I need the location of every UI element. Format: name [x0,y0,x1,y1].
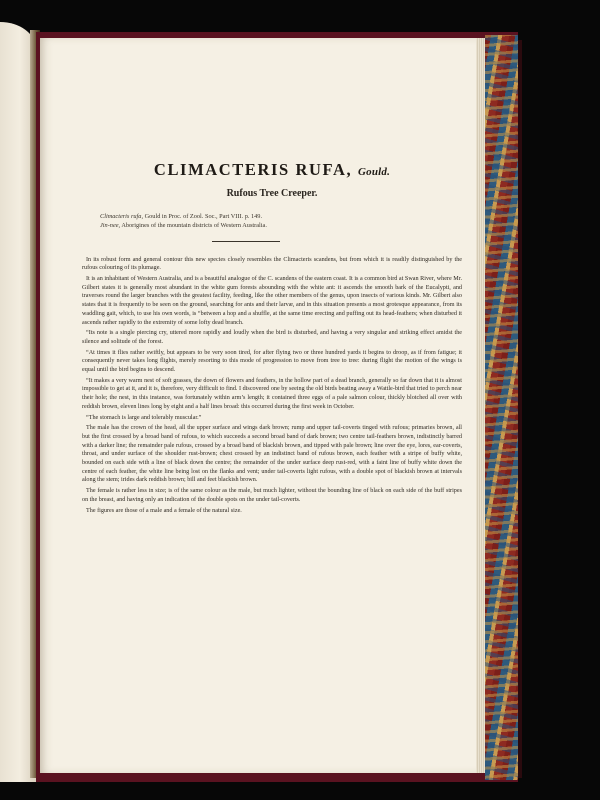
species-author: Gould. [357,166,391,178]
reference-line: Jin-nee, Aborigines of the mountain districts of Western Australia. [100,221,267,229]
marbled-endpaper [485,35,518,780]
paragraph: The female is rather less in size; is of the same colour as the male, but much lighter, without the bounding line of black on each side of the buff stripes on the breast, and having only an indication of the double spots on the under tail-coverts. [82,488,462,503]
body-text [82,256,462,516]
paragraph: “At times it flies rather swiftly, but appears to be very soon tired, for after flying two or three hundred yards it begins to droop, as if from fatigue; it consequently never takes long flights, merely resorting to this mode of progression to move from tree to tree: during flight the motion of the wings is equal until the bird begins to descend. [82,349,462,374]
references [100,213,462,231]
paragraph: “The stomach is large and tolerably muscular.” [86,414,202,421]
cover-edge [518,40,522,778]
paragraph: The figures are those of a male and a female of the natural size. [86,507,242,514]
paragraph: In its robust form and general contour this new species closely resembles the Climacteris scandens, but from which it is readily distinguished by the rufous colouring of its plumage. [82,256,462,272]
species-title [82,160,462,180]
paragraph: The male has the crown of the head, all the upper surface and wings dark brown; rump and upper tail-coverts tinged with rufous; primaries brown, all but the first crossed by a broad band of rufous, to which succeeds a second broad band of dark brown; two centre tail-feathers brown, indistinctly barred with a darker line; the remainder pale rufous, crossed by a broad band of blackish brown, and tipped with pale brown; line over the eye, lores, ear-coverts, throat, and under surface of the shoulder rust-brown; chest crossed by an indistinct band of rufous brown, each feather with a stripe of buffy white, bounded on each side with a line of black down the centre; the remainder of the under surface deep rust-red, with a faint line of buffy white down the centre of each feather, the white line being lost on the flanks and vent; under tail-coverts light rufous, with a double spot of blackish brown at intervals along the stem; irides dark reddish brown; bill and feet blackish brown. [82,425,462,484]
common-name: Rufous Tree Creeper. [226,188,318,199]
reference-line: Climacteris rufa, Gould in Proc. of Zool. Soc., Part VIII. p. 149. [100,213,263,220]
paragraph: “Its note is a single piercing cry, uttered more rapidly and loudly when the bird is disturbed, and having a very singular and striking effect amidst the silence and solitude of the forest. [82,330,462,345]
paragraph: It is an inhabitant of Western Australia, and is a beautiful analogue of the C. scandens of the eastern coast. It is a common bird at Swan River, where Mr. Gilbert states it is generally most abundant in the white gum forests abounding with the white ant: it ascends the smooth bark of the Eucalypti, and traverses round the larger branches with the greatest facility, feeding, like the other members of the genus, upon insects of various kinds. Mr. Gilbert also states that it is frequently to be seen on the ground, searching for ants and their larvæ, and in this situation presents a most grotesque appearance, from its waddling gait, which, to use his own words, is “between a hop and a shuffle, at the same time erecting and puffing out its head-feathers; when disturbed it ascends rather rapidly to the extremity of some lofty dead branch. [82,276,462,326]
paragraph: “It makes a very warm nest of soft grasses, the down of flowers and feathers, in the hollow part of a dead branch, generally so far down that it is almost impossible to get at it, and it is, therefore, very difficult to find. I discovered one by seeing the old birds beating away a Wattle-bird that tried to perch near their hole; the nest, in this instance, was fortunately within arm’s length; it contained three eggs of a pale salmon colour, thickly blotched all over with reddish brown, eleven lines long by eight and a half lines broad: this occurred during the first week in October. [82,377,462,410]
page-stack-edge [476,38,485,773]
page-content [82,160,462,517]
divider-rule [212,241,280,242]
species-name: CLIMACTERIS RUFA, [153,160,353,179]
